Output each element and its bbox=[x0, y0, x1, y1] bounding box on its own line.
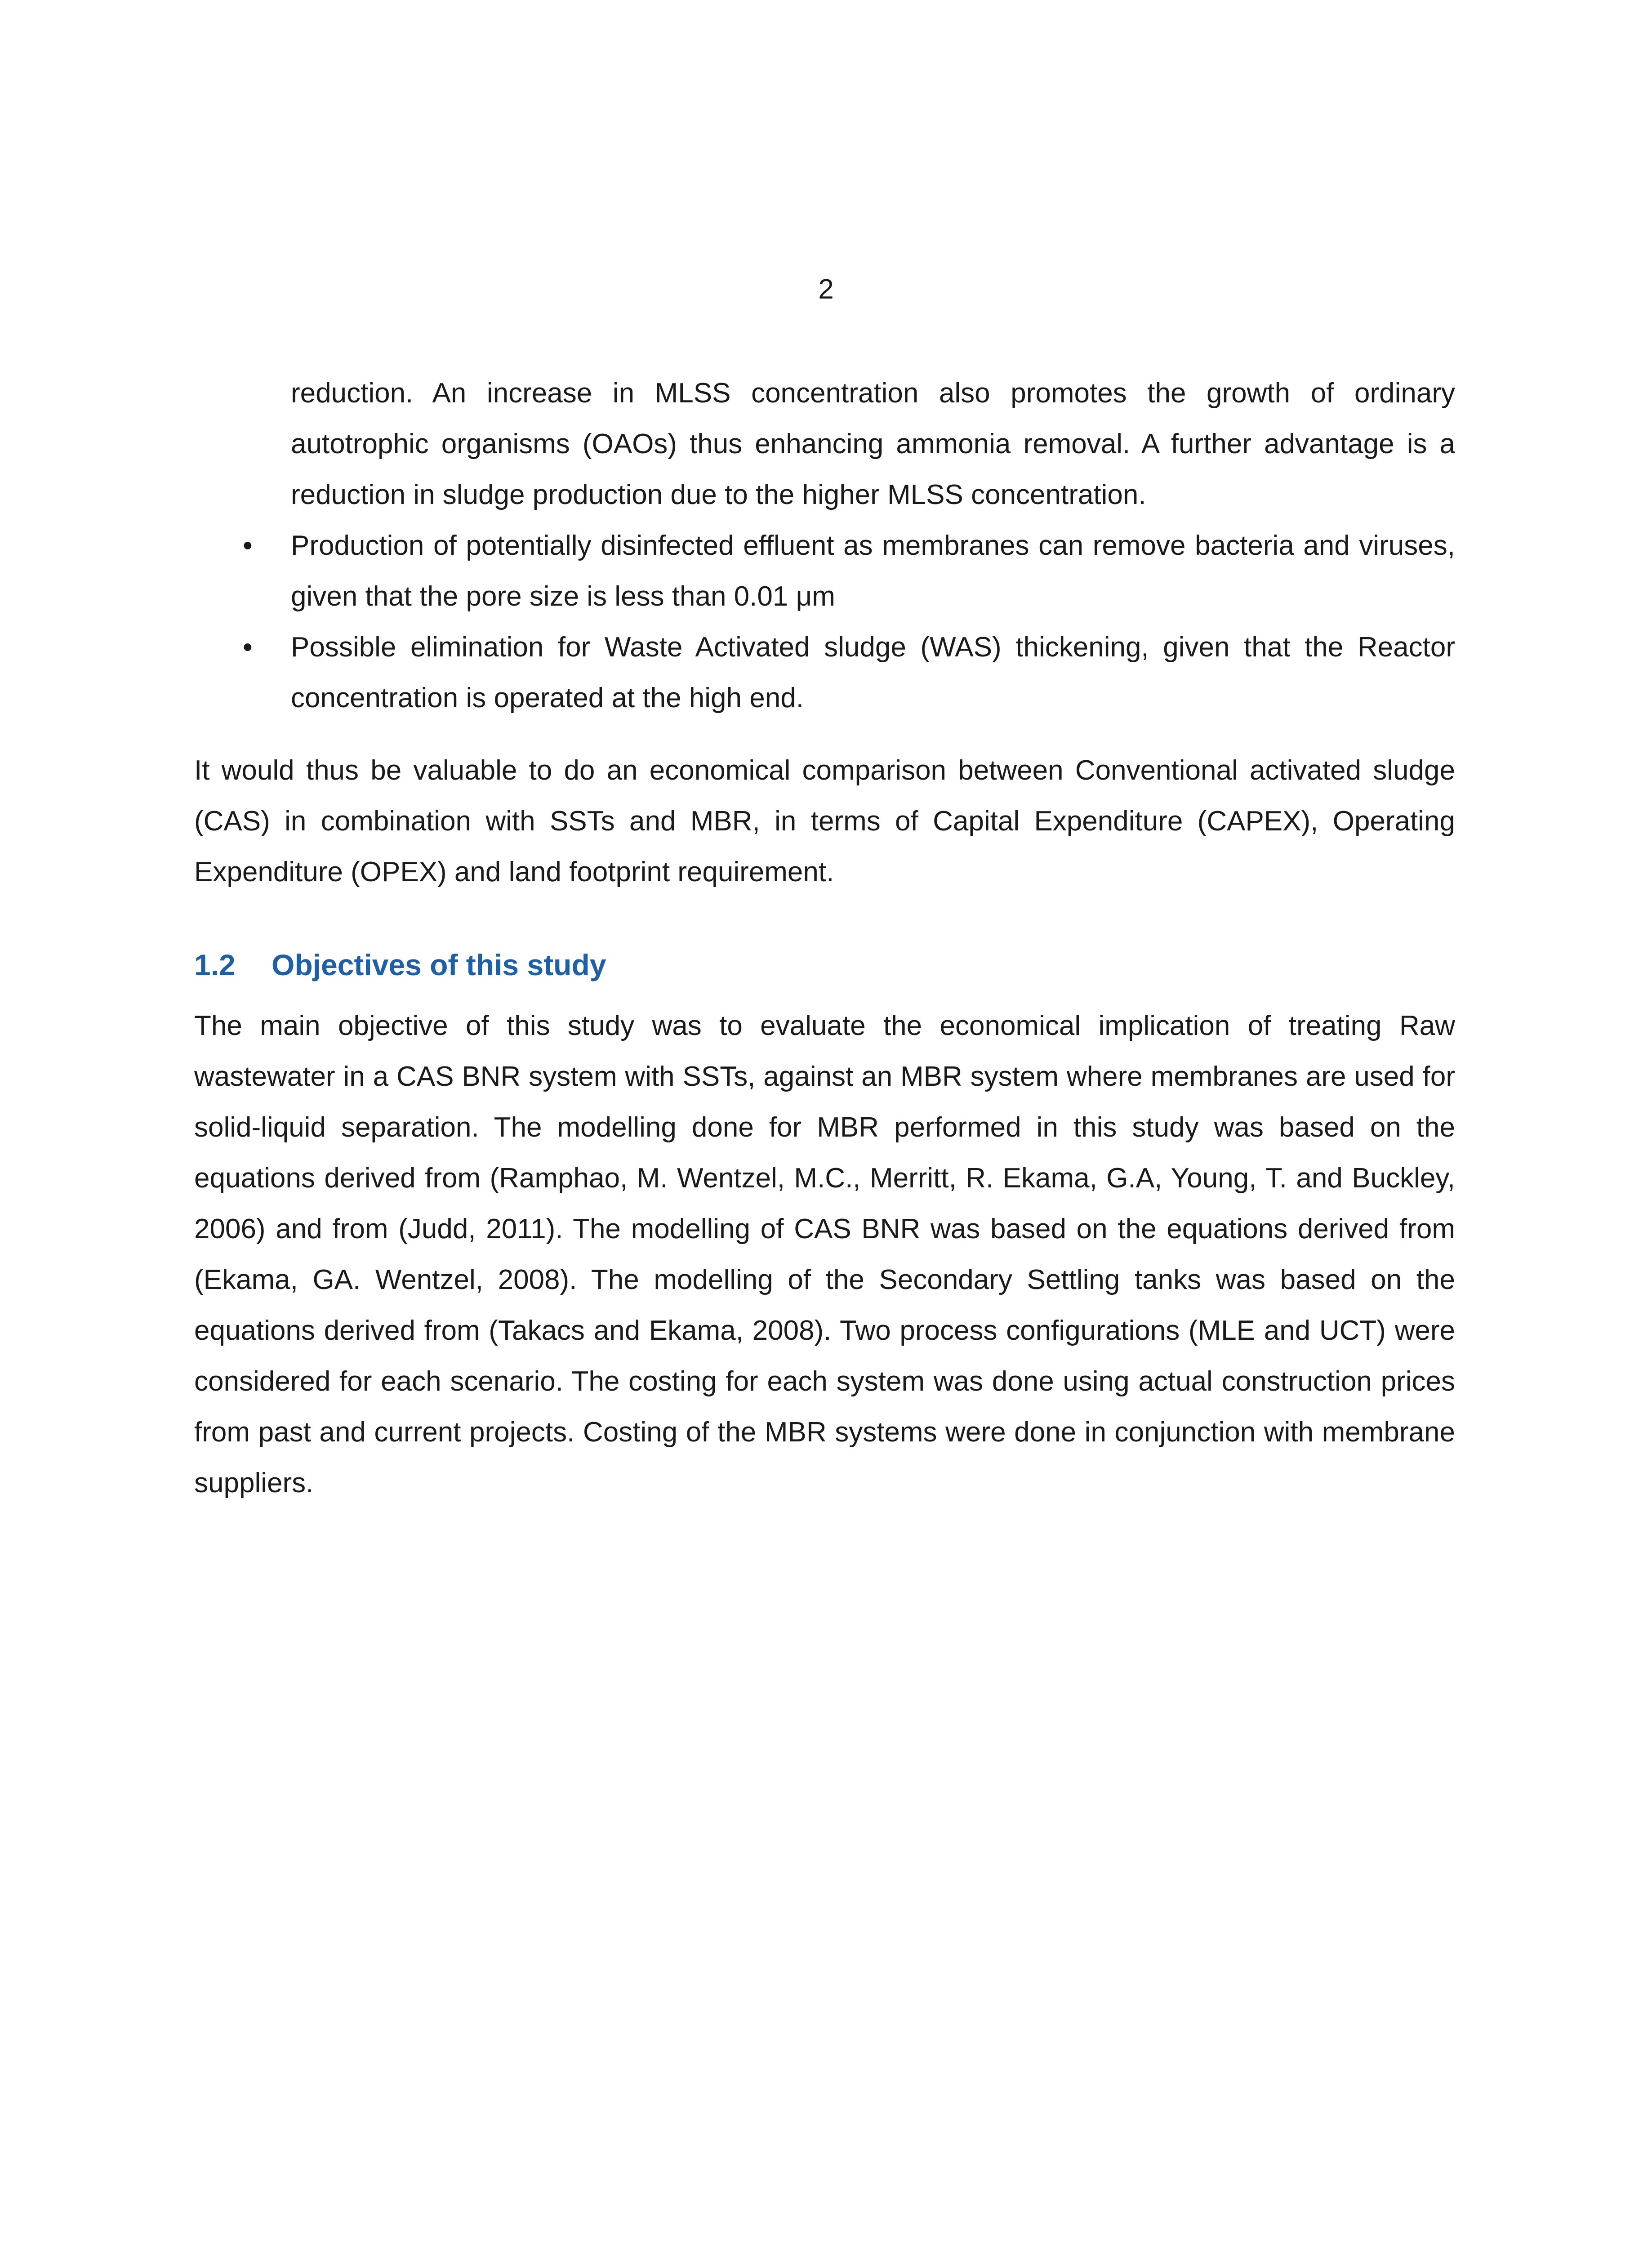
objectives-paragraph: The main objective of this study was to evaluate the economical implication of treating Raw wastewater in a CAS BNR system with SSTs, against an MBR system where membranes are used for solid-liquid separation. The modelling done for MBR performed in this study was based on the equations derived from (Ramphao, M. Wentzel, M.C., Merritt, R. Ekama, G.A, Young, T. and Buckley, 2006) and from (Judd, 2011). The modelling of CAS BNR was based on the equations derived from (Ekama, GA. Wentzel, 2008). The modelling of the Secondary Settling tanks was based on the equations derived from (Takacs and Ekama, 2008). Two process configurations (MLE and UCT) were considered for each scenario. The costing for each system was done using actual construction prices from past and current projects. Costing of the MBR systems were done in conjunction with membrane suppliers. bbox=[194, 1010, 1455, 1499]
bullet-continuation-text: reduction. An increase in MLSS concentration also promotes the growth of ordinary autotrophic organisms (OAOs) thus enhancing ammonia removal. A further advantage is a reduction in sludge production due to the higher MLSS concentration. bbox=[291, 378, 1455, 510]
page-number: 2 bbox=[818, 274, 834, 305]
bullet-dot-icon: • bbox=[243, 632, 253, 663]
bullet-text: Production of potentially disinfected effluent as membranes can remove bacteria and viruses, given that the pore size is less than 0.01 μm bbox=[291, 530, 1455, 612]
bullet-text: Possible elimination for Waste Activated sludge (WAS) thickening, given that the Reactor concentration is operated at the high end. bbox=[291, 632, 1455, 714]
bullet-list bbox=[194, 520, 1455, 723]
section-heading bbox=[194, 940, 1455, 990]
bullet-item bbox=[194, 520, 1455, 622]
section-number: 1.2 bbox=[194, 948, 236, 981]
document-body bbox=[194, 368, 1455, 1508]
bullet-dot-icon: • bbox=[243, 530, 253, 561]
section-title: Objectives of this study bbox=[272, 948, 606, 981]
comparison-paragraph: It would thus be valuable to do an economical comparison between Conventional activated sludge (CAS) in combination with SSTs and MBR, in terms of Capital Expenditure (CAPEX), Operating Expenditure (OPEX) and land footprint requirement. bbox=[194, 755, 1455, 888]
bullet-item bbox=[194, 622, 1455, 723]
